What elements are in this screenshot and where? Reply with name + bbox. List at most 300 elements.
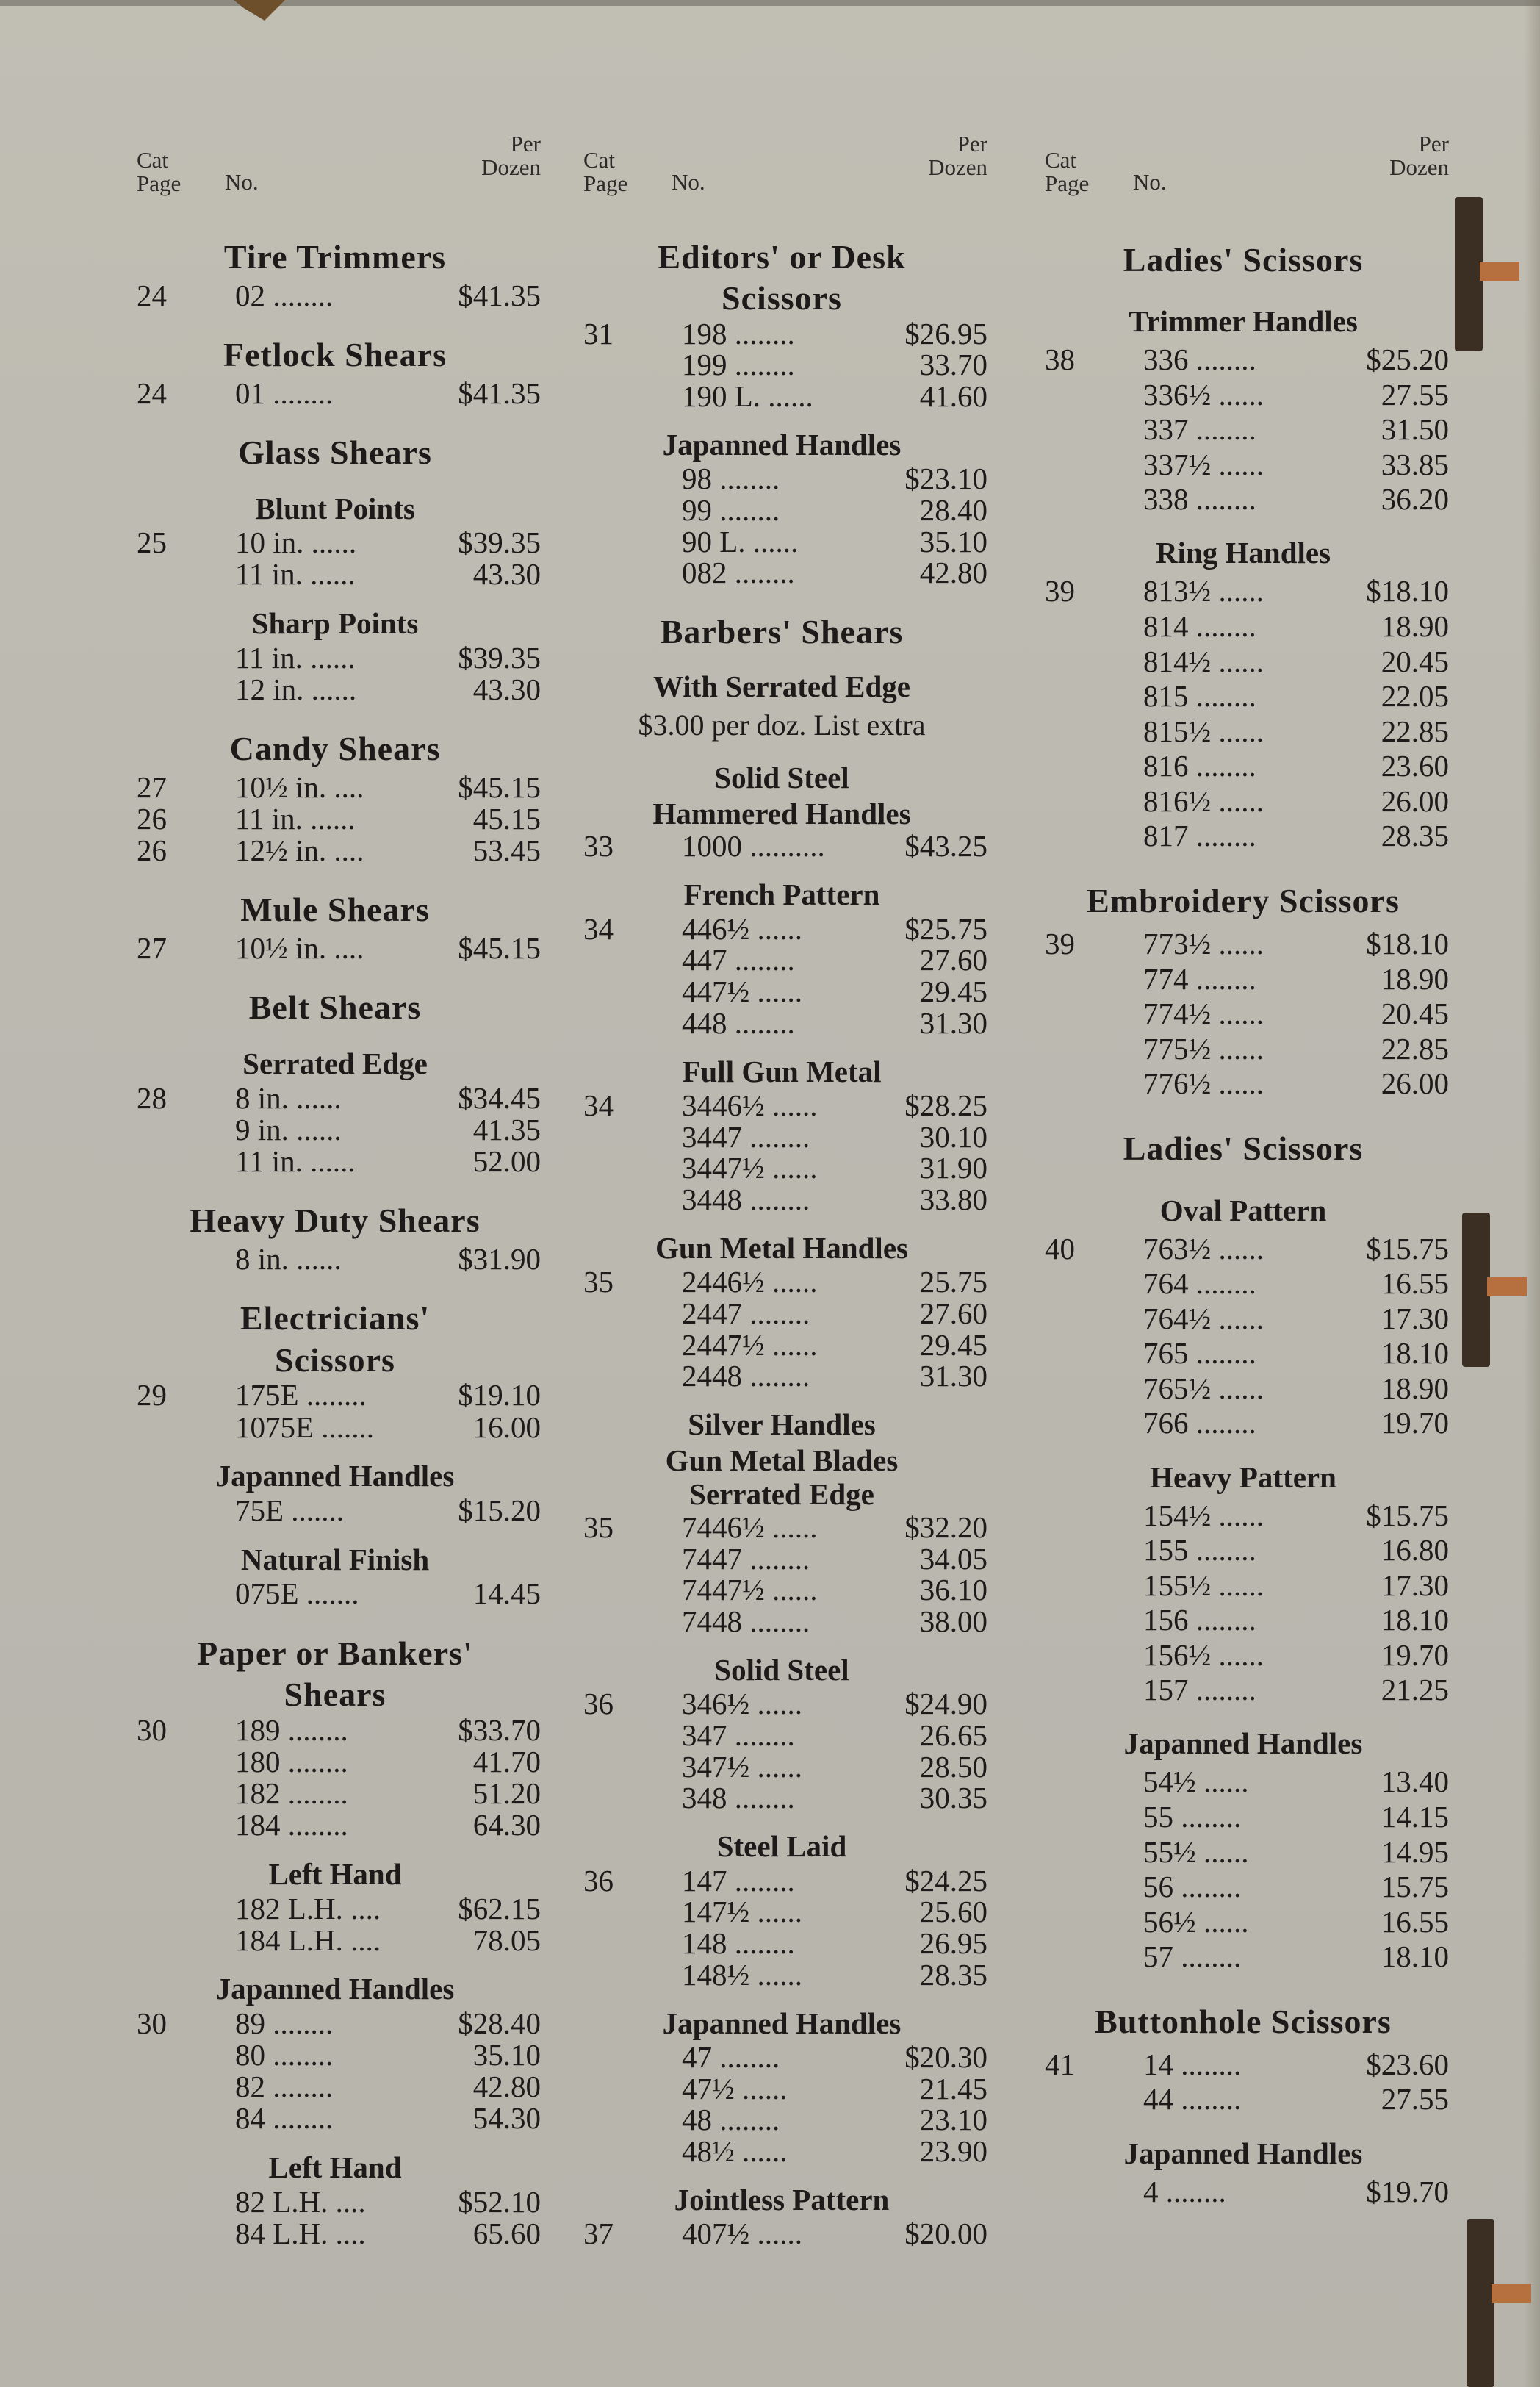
item-number: 14 ........	[1143, 2047, 1242, 2081]
item-number: 764 ........	[1143, 1266, 1256, 1300]
price-per-dozen: $39.35	[458, 525, 541, 559]
price-per-dozen: $33.70	[458, 1713, 541, 1747]
price-per-dozen: 31.30	[919, 1006, 987, 1040]
column-header	[129, 118, 541, 206]
item-number: 182 ........	[235, 1776, 348, 1810]
price-row	[1037, 1033, 1449, 1065]
cat-page-number: 34	[583, 912, 614, 946]
cat-page-number: 29	[137, 1378, 167, 1412]
item-number: 57 ........	[1143, 1939, 1242, 1973]
price-row	[576, 1266, 987, 1298]
price-per-dozen: 31.50	[1381, 412, 1449, 446]
item-number: 11 in. ......	[235, 802, 356, 836]
price-row	[129, 558, 541, 590]
page-right-shadow	[1524, 0, 1540, 2387]
price-row	[576, 2041, 987, 2073]
item-number: 776½ ......	[1143, 1066, 1264, 1100]
item-number: 815½ ......	[1143, 714, 1264, 748]
cat-page-number: 35	[583, 1510, 614, 1544]
price-row	[1037, 1639, 1449, 1671]
item-number: 175E ........	[235, 1378, 367, 1412]
price-per-dozen: 65.60	[472, 2216, 541, 2250]
price-row	[1037, 1940, 1449, 1973]
price-row	[129, 526, 541, 559]
subheading: Heavy Pattern	[1150, 1460, 1336, 1494]
price-row	[576, 1360, 987, 1392]
header-per-dozen: Per Dozen	[1389, 131, 1449, 180]
cat-page-number: 28	[137, 1081, 167, 1115]
item-number: 156½ ......	[1143, 1638, 1264, 1672]
price-per-dozen: 20.45	[1381, 997, 1449, 1030]
price-per-dozen: $26.95	[904, 317, 987, 351]
item-number: 82 L.H. ....	[235, 2185, 366, 2219]
subheading: Ring Handles	[1155, 536, 1331, 570]
item-number: 10½ in. ....	[235, 770, 364, 804]
price-row	[576, 1297, 987, 1329]
item-number: 2448 ........	[682, 1359, 810, 1393]
price-per-dozen: 78.05	[472, 1923, 541, 1957]
price-row	[129, 673, 541, 706]
item-number: 765½ ......	[1143, 1371, 1264, 1405]
item-number: 157 ........	[1143, 1673, 1256, 1706]
price-per-dozen: 26.65	[919, 1718, 987, 1752]
price-row	[576, 1329, 987, 1361]
price-row	[1037, 1906, 1449, 1938]
item-number: 8 in. ......	[235, 1081, 342, 1115]
price-row	[576, 1511, 987, 1543]
item-number: 48 ........	[682, 2103, 780, 2136]
price-per-dozen: 34.05	[919, 1542, 987, 1576]
price-row	[129, 1145, 541, 1177]
item-number: 154½ ......	[1143, 1498, 1264, 1532]
section-heading: Shears	[284, 1676, 386, 1713]
price-row	[576, 1719, 987, 1751]
price-row	[1037, 1604, 1449, 1636]
section-heading: Barbers' Shears	[660, 613, 904, 650]
price-row	[576, 1895, 987, 1928]
item-number: 763½ ......	[1143, 1232, 1264, 1266]
cat-page-number: 39	[1045, 927, 1075, 961]
price-row	[1037, 645, 1449, 678]
price-per-dozen: 26.95	[919, 1926, 987, 1960]
price-row	[1037, 785, 1449, 817]
price-per-dozen: 15.75	[1381, 1870, 1449, 1903]
price-row	[1037, 819, 1449, 852]
price-per-dozen: 54.30	[472, 2101, 541, 2135]
price-per-dozen: 27.55	[1381, 2082, 1449, 2116]
item-number: 7447½ ......	[682, 1573, 818, 1607]
price-per-dozen: 23.90	[919, 2134, 987, 2168]
price-per-dozen: 19.70	[1381, 1638, 1449, 1672]
item-number: 180 ........	[235, 1745, 348, 1778]
cat-page-number: 24	[137, 279, 167, 312]
price-per-dozen: 27.55	[1381, 378, 1449, 412]
price-per-dozen: 14.15	[1381, 1800, 1449, 1834]
price-row	[1037, 1407, 1449, 1439]
price-per-dozen: 35.10	[472, 2038, 541, 2072]
price-per-dozen: 31.30	[919, 1359, 987, 1393]
header-cat-page: Cat Page	[137, 147, 181, 196]
price-per-dozen: 45.15	[472, 802, 541, 836]
price-row	[576, 1121, 987, 1153]
price-per-dozen: 18.10	[1381, 1939, 1449, 1973]
price-per-dozen: 26.00	[1381, 784, 1449, 818]
item-number: 190 L. ......	[682, 379, 813, 413]
price-row	[1037, 997, 1449, 1030]
price-per-dozen: 16.80	[1381, 1533, 1449, 1567]
item-number: 155 ........	[1143, 1533, 1256, 1567]
price-per-dozen: $15.75	[1366, 1498, 1449, 1532]
price-row	[129, 1745, 541, 1778]
price-row	[576, 2217, 987, 2250]
item-number: 80 ........	[235, 2038, 334, 2072]
item-number: 347 ........	[682, 1718, 795, 1752]
price-row	[576, 1007, 987, 1039]
price-per-dozen: $20.30	[904, 2040, 987, 2074]
price-per-dozen: $19.10	[458, 1378, 541, 1412]
item-number: 56½ ......	[1143, 1905, 1249, 1939]
price-row	[576, 1751, 987, 1783]
price-per-dozen: $28.40	[458, 2006, 541, 2040]
price-row	[576, 1605, 987, 1637]
item-number: 7448 ........	[682, 1604, 810, 1638]
price-row	[1037, 413, 1449, 445]
price-per-dozen: 17.30	[1381, 1302, 1449, 1335]
cat-page-number: 34	[583, 1088, 614, 1122]
item-number: 82 ........	[235, 2070, 334, 2103]
subheading: Japanned Handles	[1123, 1726, 1363, 1760]
subheading: Japanned Handles	[215, 1459, 455, 1493]
price-per-dozen: $23.60	[1366, 2047, 1449, 2081]
item-number: 816½ ......	[1143, 784, 1264, 818]
price-row	[129, 2102, 541, 2134]
price-row	[1037, 2175, 1449, 2208]
item-number: 47½ ......	[682, 2072, 788, 2106]
price-per-dozen: 29.45	[919, 1328, 987, 1362]
section-heading: Embroidery Scissors	[1087, 882, 1400, 919]
item-number: 11 in. ......	[235, 641, 356, 675]
header-no: No.	[225, 169, 259, 195]
item-number: 447 ........	[682, 943, 795, 977]
price-per-dozen: 38.00	[919, 1604, 987, 1638]
item-number: 816 ........	[1143, 749, 1256, 783]
item-number: 337 ........	[1143, 412, 1256, 446]
price-row	[576, 2103, 987, 2136]
subheading: Full Gun Metal	[682, 1055, 882, 1088]
subheading: Serrated Edge	[689, 1477, 874, 1511]
header-per-dozen: Per Dozen	[928, 131, 987, 180]
price-row	[1037, 1870, 1449, 1903]
item-number: 3446½ ......	[682, 1088, 818, 1122]
price-row	[1037, 1836, 1449, 1868]
price-row	[129, 1777, 541, 1809]
subheading: Steel Laid	[716, 1829, 847, 1863]
item-number: 8 in. ......	[235, 1242, 342, 1276]
header-cat-page: Cat Page	[583, 147, 628, 196]
price-per-dozen: $18.10	[1366, 574, 1449, 608]
price-row	[1037, 1067, 1449, 1099]
item-number: 9 in. ......	[235, 1113, 342, 1146]
price-row	[129, 1924, 541, 1956]
price-per-dozen: $15.20	[458, 1493, 541, 1527]
price-row	[576, 975, 987, 1008]
price-per-dozen: 30.35	[919, 1781, 987, 1815]
price-per-dozen: 30.10	[919, 1120, 987, 1154]
cat-page-number: 30	[137, 1713, 167, 1747]
section-heading: Fetlock Shears	[223, 336, 447, 373]
item-number: 90 L. ......	[682, 525, 799, 559]
price-row	[576, 1573, 987, 1606]
item-number: 448 ........	[682, 1006, 795, 1040]
price-row	[576, 1183, 987, 1216]
price-per-dozen: $28.25	[904, 1088, 987, 1122]
price-per-dozen: 16.00	[472, 1410, 541, 1444]
price-row	[1037, 963, 1449, 995]
price-per-dozen: 21.45	[919, 2072, 987, 2106]
item-number: 147½ ......	[682, 1895, 802, 1928]
item-number: 774 ........	[1143, 962, 1256, 996]
item-number: 147 ........	[682, 1864, 795, 1898]
cat-page-number: 31	[583, 317, 614, 351]
item-number: 12 in. ......	[235, 672, 357, 706]
cat-page-number: 38	[1045, 342, 1075, 376]
cat-page-number: 26	[137, 833, 167, 867]
price-per-dozen: $24.25	[904, 1864, 987, 1898]
item-number: 199 ........	[682, 348, 795, 381]
item-number: 773½ ......	[1143, 927, 1264, 961]
cat-page-number: 41	[1045, 2047, 1075, 2081]
item-number: 55 ........	[1143, 1800, 1242, 1834]
index-tab-middle[interactable]	[1462, 1213, 1490, 1367]
price-per-dozen: $24.90	[904, 1687, 987, 1720]
item-number: 54½ ......	[1143, 1765, 1249, 1798]
price-row	[129, 1577, 541, 1609]
price-row	[129, 1411, 541, 1443]
price-row	[1037, 1801, 1449, 1833]
price-per-dozen: $43.25	[904, 829, 987, 863]
price-per-dozen: $39.35	[458, 641, 541, 675]
price-row	[129, 2070, 541, 2103]
price-row	[576, 1927, 987, 1959]
item-number: 814½ ......	[1143, 645, 1264, 678]
price-note: $3.00 per doz. List extra	[638, 708, 926, 742]
price-per-dozen: $25.20	[1366, 342, 1449, 376]
item-number: 148 ........	[682, 1926, 795, 1960]
subheading: Sharp Points	[251, 606, 419, 640]
item-number: 11 in. ......	[235, 1144, 356, 1178]
item-number: 84 ........	[235, 2101, 334, 2135]
item-number: 184 ........	[235, 1808, 348, 1842]
price-row	[576, 525, 987, 558]
price-per-dozen: 51.20	[472, 1776, 541, 1810]
price-row	[1037, 1499, 1449, 1532]
price-per-dozen: 42.80	[919, 556, 987, 589]
item-number: 336 ........	[1143, 342, 1256, 376]
price-per-dozen: 18.10	[1381, 1603, 1449, 1637]
subheading: Japanned Handles	[662, 2006, 902, 2040]
header-per-dozen: Per Dozen	[481, 131, 541, 180]
subheading: Silver Handles	[688, 1407, 876, 1441]
section-heading: Paper or Bankers'	[197, 1634, 473, 1672]
cat-page-number: 24	[137, 376, 167, 410]
price-row	[129, 834, 541, 866]
price-row	[1037, 343, 1449, 376]
item-number: 2447 ........	[682, 1296, 810, 1330]
subheading: Japanned Handles	[1123, 2136, 1363, 2170]
price-row	[129, 1243, 541, 1275]
item-number: 814 ........	[1143, 609, 1256, 643]
item-number: 813½ ......	[1143, 574, 1264, 608]
index-tab-top[interactable]	[1455, 197, 1483, 351]
item-number: 3447 ........	[682, 1120, 810, 1154]
price-per-dozen: 25.60	[919, 1895, 987, 1928]
item-number: 3448 ........	[682, 1182, 810, 1216]
price-row	[1037, 750, 1449, 782]
subheading: Gun Metal Handles	[655, 1231, 908, 1265]
price-per-dozen: $34.45	[458, 1081, 541, 1115]
price-per-dozen: 23.60	[1381, 749, 1449, 783]
price-per-dozen: $20.00	[904, 2216, 987, 2250]
subheading: Blunt Points	[255, 492, 415, 525]
price-per-dozen: 52.00	[472, 1144, 541, 1178]
price-per-dozen: $32.20	[904, 1510, 987, 1544]
price-per-dozen: 16.55	[1381, 1266, 1449, 1300]
item-number: 84 L.H. ....	[235, 2216, 366, 2250]
section-heading: Ladies' Scissors	[1123, 1130, 1364, 1167]
price-row	[576, 913, 987, 945]
price-row	[1037, 1302, 1449, 1335]
price-row	[576, 380, 987, 412]
price-per-dozen: 53.45	[472, 833, 541, 867]
price-row	[129, 2007, 541, 2039]
price-row	[1037, 1534, 1449, 1566]
price-per-dozen: 43.30	[472, 557, 541, 591]
item-number: 347½ ......	[682, 1750, 802, 1784]
price-per-dozen: 19.70	[1381, 1406, 1449, 1440]
price-row	[129, 932, 541, 964]
item-number: 775½ ......	[1143, 1032, 1264, 1066]
subheading: Left Hand	[268, 1857, 402, 1891]
price-row	[576, 556, 987, 589]
section-heading: Mule Shears	[240, 891, 430, 928]
price-per-dozen: 41.70	[472, 1745, 541, 1778]
price-per-dozen: 25.75	[919, 1265, 987, 1299]
price-per-dozen: $41.35	[458, 376, 541, 410]
item-number: 7447 ........	[682, 1542, 810, 1576]
item-number: 99 ........	[682, 493, 780, 527]
price-row	[1037, 1673, 1449, 1706]
item-number: 336½ ......	[1143, 378, 1264, 412]
column-header	[576, 118, 987, 206]
item-number: 184 L.H. ....	[235, 1923, 381, 1957]
subheading: Serrated Edge	[242, 1047, 428, 1080]
item-number: 817 ........	[1143, 819, 1256, 852]
price-row	[1037, 575, 1449, 607]
section-heading: Ladies' Scissors	[1123, 241, 1364, 279]
section-heading: Candy Shears	[229, 730, 441, 767]
cat-page-number: 27	[137, 931, 167, 965]
price-row	[576, 1543, 987, 1575]
item-number: 12½ in. ....	[235, 833, 364, 867]
price-per-dozen: 36.20	[1381, 482, 1449, 516]
price-row	[1037, 448, 1449, 481]
price-per-dozen: $41.35	[458, 279, 541, 312]
price-per-dozen: $31.90	[458, 1242, 541, 1276]
item-number: 446½ ......	[682, 912, 802, 946]
price-per-dozen: 14.95	[1381, 1835, 1449, 1869]
price-row	[129, 1714, 541, 1746]
item-number: 156 ........	[1143, 1603, 1256, 1637]
price-row	[1037, 378, 1449, 411]
item-number: 10½ in. ....	[235, 931, 364, 965]
index-tab-bottom[interactable]	[1467, 2219, 1494, 2387]
price-per-dozen: 23.10	[919, 2103, 987, 2136]
item-number: 765 ........	[1143, 1336, 1256, 1370]
item-number: 02 ........	[235, 279, 334, 312]
price-row	[1037, 1765, 1449, 1798]
price-per-dozen: 28.50	[919, 1750, 987, 1784]
subheading: Trimmer Handles	[1129, 304, 1358, 338]
price-per-dozen: 18.90	[1381, 962, 1449, 996]
section-heading: Buttonhole Scissors	[1095, 2003, 1392, 2040]
price-per-dozen: 22.85	[1381, 1032, 1449, 1066]
price-per-dozen: 17.30	[1381, 1568, 1449, 1602]
price-per-dozen: $52.10	[458, 2185, 541, 2219]
price-row	[576, 944, 987, 976]
price-per-dozen: 18.90	[1381, 609, 1449, 643]
price-row	[576, 1959, 987, 1991]
price-row	[1037, 610, 1449, 642]
item-number: 2446½ ......	[682, 1265, 818, 1299]
cat-page-number: 36	[583, 1864, 614, 1898]
price-row	[1037, 1267, 1449, 1299]
price-row	[576, 462, 987, 495]
section-heading: Editors' or Desk	[658, 238, 906, 276]
price-row	[129, 642, 541, 674]
item-number: 7446½ ......	[682, 1510, 818, 1544]
subheading: Left Hand	[268, 2150, 402, 2184]
price-per-dozen: $45.15	[458, 931, 541, 965]
section-heading: Glass Shears	[238, 434, 432, 471]
cat-page-number: 36	[583, 1687, 614, 1720]
price-row	[576, 2072, 987, 2105]
item-number: 155½ ......	[1143, 1568, 1264, 1602]
subheading: Natural Finish	[240, 1543, 430, 1576]
item-number: 764½ ......	[1143, 1302, 1264, 1335]
item-number: 44 ........	[1143, 2082, 1242, 2116]
subheading: Jointless Pattern	[674, 2183, 890, 2216]
subheading: Oval Pattern	[1159, 1194, 1327, 1227]
item-number: 346½ ......	[682, 1687, 802, 1720]
price-row	[1037, 483, 1449, 515]
price-per-dozen: $19.70	[1366, 2175, 1449, 2208]
price-per-dozen: 18.90	[1381, 1371, 1449, 1405]
price-row	[129, 2039, 541, 2071]
price-per-dozen: $45.15	[458, 770, 541, 804]
item-number: 75E .......	[235, 1493, 345, 1527]
price-column-3	[1037, 0, 1449, 2387]
header-cat-page: Cat Page	[1045, 147, 1090, 196]
price-row	[1037, 1337, 1449, 1369]
price-per-dozen: 26.00	[1381, 1066, 1449, 1100]
item-number: 2447½ ......	[682, 1328, 818, 1362]
subheading: Solid Steel	[714, 1653, 849, 1687]
subheading: French Pattern	[683, 877, 880, 911]
price-per-dozen: 20.45	[1381, 645, 1449, 678]
item-number: 56 ........	[1143, 1870, 1242, 1903]
cat-page-number: 39	[1045, 574, 1075, 608]
item-number: 082 ........	[682, 556, 795, 589]
